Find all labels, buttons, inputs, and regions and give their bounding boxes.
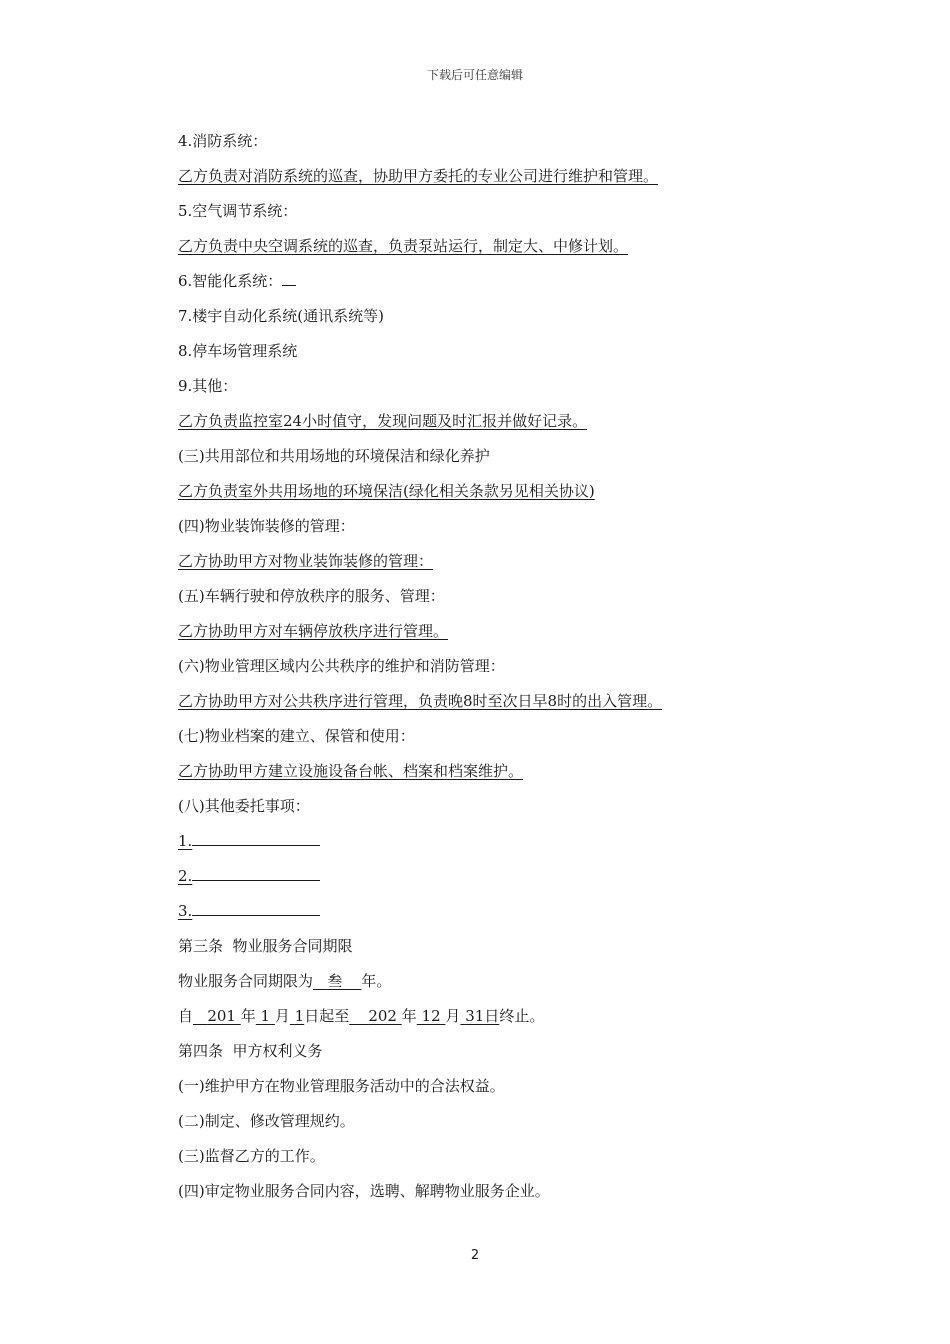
section-air-conditioning: 5.空气调节系统： [178, 202, 298, 220]
section-building-automation: 7.楼宇自动化系统(通讯系统等) [178, 307, 385, 325]
contract-dates: 自 201 年 1 月 1日起至 202 年 12 月 31日终止。 [178, 1007, 545, 1025]
party-a-duty-2: (二)制定、修改管理规约。 [178, 1112, 355, 1130]
party-a-duty-1: (一)维护甲方在物业管理服务活动中的合法权益。 [178, 1077, 505, 1095]
other-matter-2: 2. [178, 859, 778, 894]
fire-system-content: 乙方负责对消防系统的巡查，协助甲方委托的专业公司进行维护和管理。 [178, 167, 659, 185]
other-content: 乙方负责监控室24小时值守，发现问题及时汇报并做好记录。 [178, 412, 588, 430]
decoration-content: 乙方协助甲方对物业装饰装修的管理： [178, 552, 434, 570]
start-year: 201 [207, 1007, 236, 1025]
page-number: 2 [470, 1248, 480, 1263]
other-matter-3: 3. [178, 894, 778, 929]
vehicles-content: 乙方协助甲方对车辆停放秩序进行管理。 [178, 622, 449, 640]
term-value: 叁 [327, 972, 343, 990]
end-day: 31 [465, 1007, 485, 1025]
document-body [178, 124, 778, 1209]
end-year: 202 [368, 1007, 397, 1025]
air-conditioning-content: 乙方负责中央空调系统的巡查，负责泵站运行，制定大、中修计划。 [178, 237, 629, 255]
party-a-duty-4: (四)审定物业服务合同内容，选聘、解聘物业服务企业。 [178, 1182, 550, 1200]
section-vehicles: (五)车辆行驶和停放秩序的服务、管理： [178, 587, 445, 605]
start-day: 1 [294, 1007, 305, 1025]
section-other-matters: (八)其他委托事项： [178, 797, 310, 815]
cleaning-content: 乙方负责室外共用场地的环境保洁(绿化相关条款另见相关协议) [178, 482, 595, 500]
section-other: 9.其他： [178, 377, 238, 395]
end-month: 12 [421, 1007, 441, 1025]
section-public-order: (六)物业管理区域内公共秩序的维护和消防管理： [178, 657, 505, 675]
article-four-heading: 第四条 甲方权利义务 [178, 1042, 323, 1060]
public-order-content: 乙方协助甲方对公共秩序进行管理，负责晚8时至次日早8时的出入管理。 [178, 692, 663, 710]
section-fire-system: 4.消防系统： [178, 132, 268, 150]
section-parking-system: 8.停车场管理系统 [178, 342, 298, 360]
section-intelligent-system: 6.智能化系统： [178, 264, 778, 299]
section-cleaning: (三)共用部位和共用场地的环境保洁和绿化养护 [178, 447, 490, 465]
start-month: 1 [260, 1007, 271, 1025]
contract-term: 物业服务合同期限为 叁 年。 [178, 972, 392, 990]
archives-content: 乙方协助甲方建立设施设备台帐、档案和档案维护。 [178, 762, 524, 780]
article-three-heading: 第三条 物业服务合同期限 [178, 937, 353, 955]
section-archives: (七)物业档案的建立、保管和使用： [178, 727, 415, 745]
page-header: 下载后可任意编辑 [426, 68, 523, 82]
party-a-duty-3: (三)监督乙方的工作。 [178, 1147, 325, 1165]
other-matter-1: 1. [178, 824, 778, 859]
section-decoration: (四)物业装饰装修的管理： [178, 517, 355, 535]
